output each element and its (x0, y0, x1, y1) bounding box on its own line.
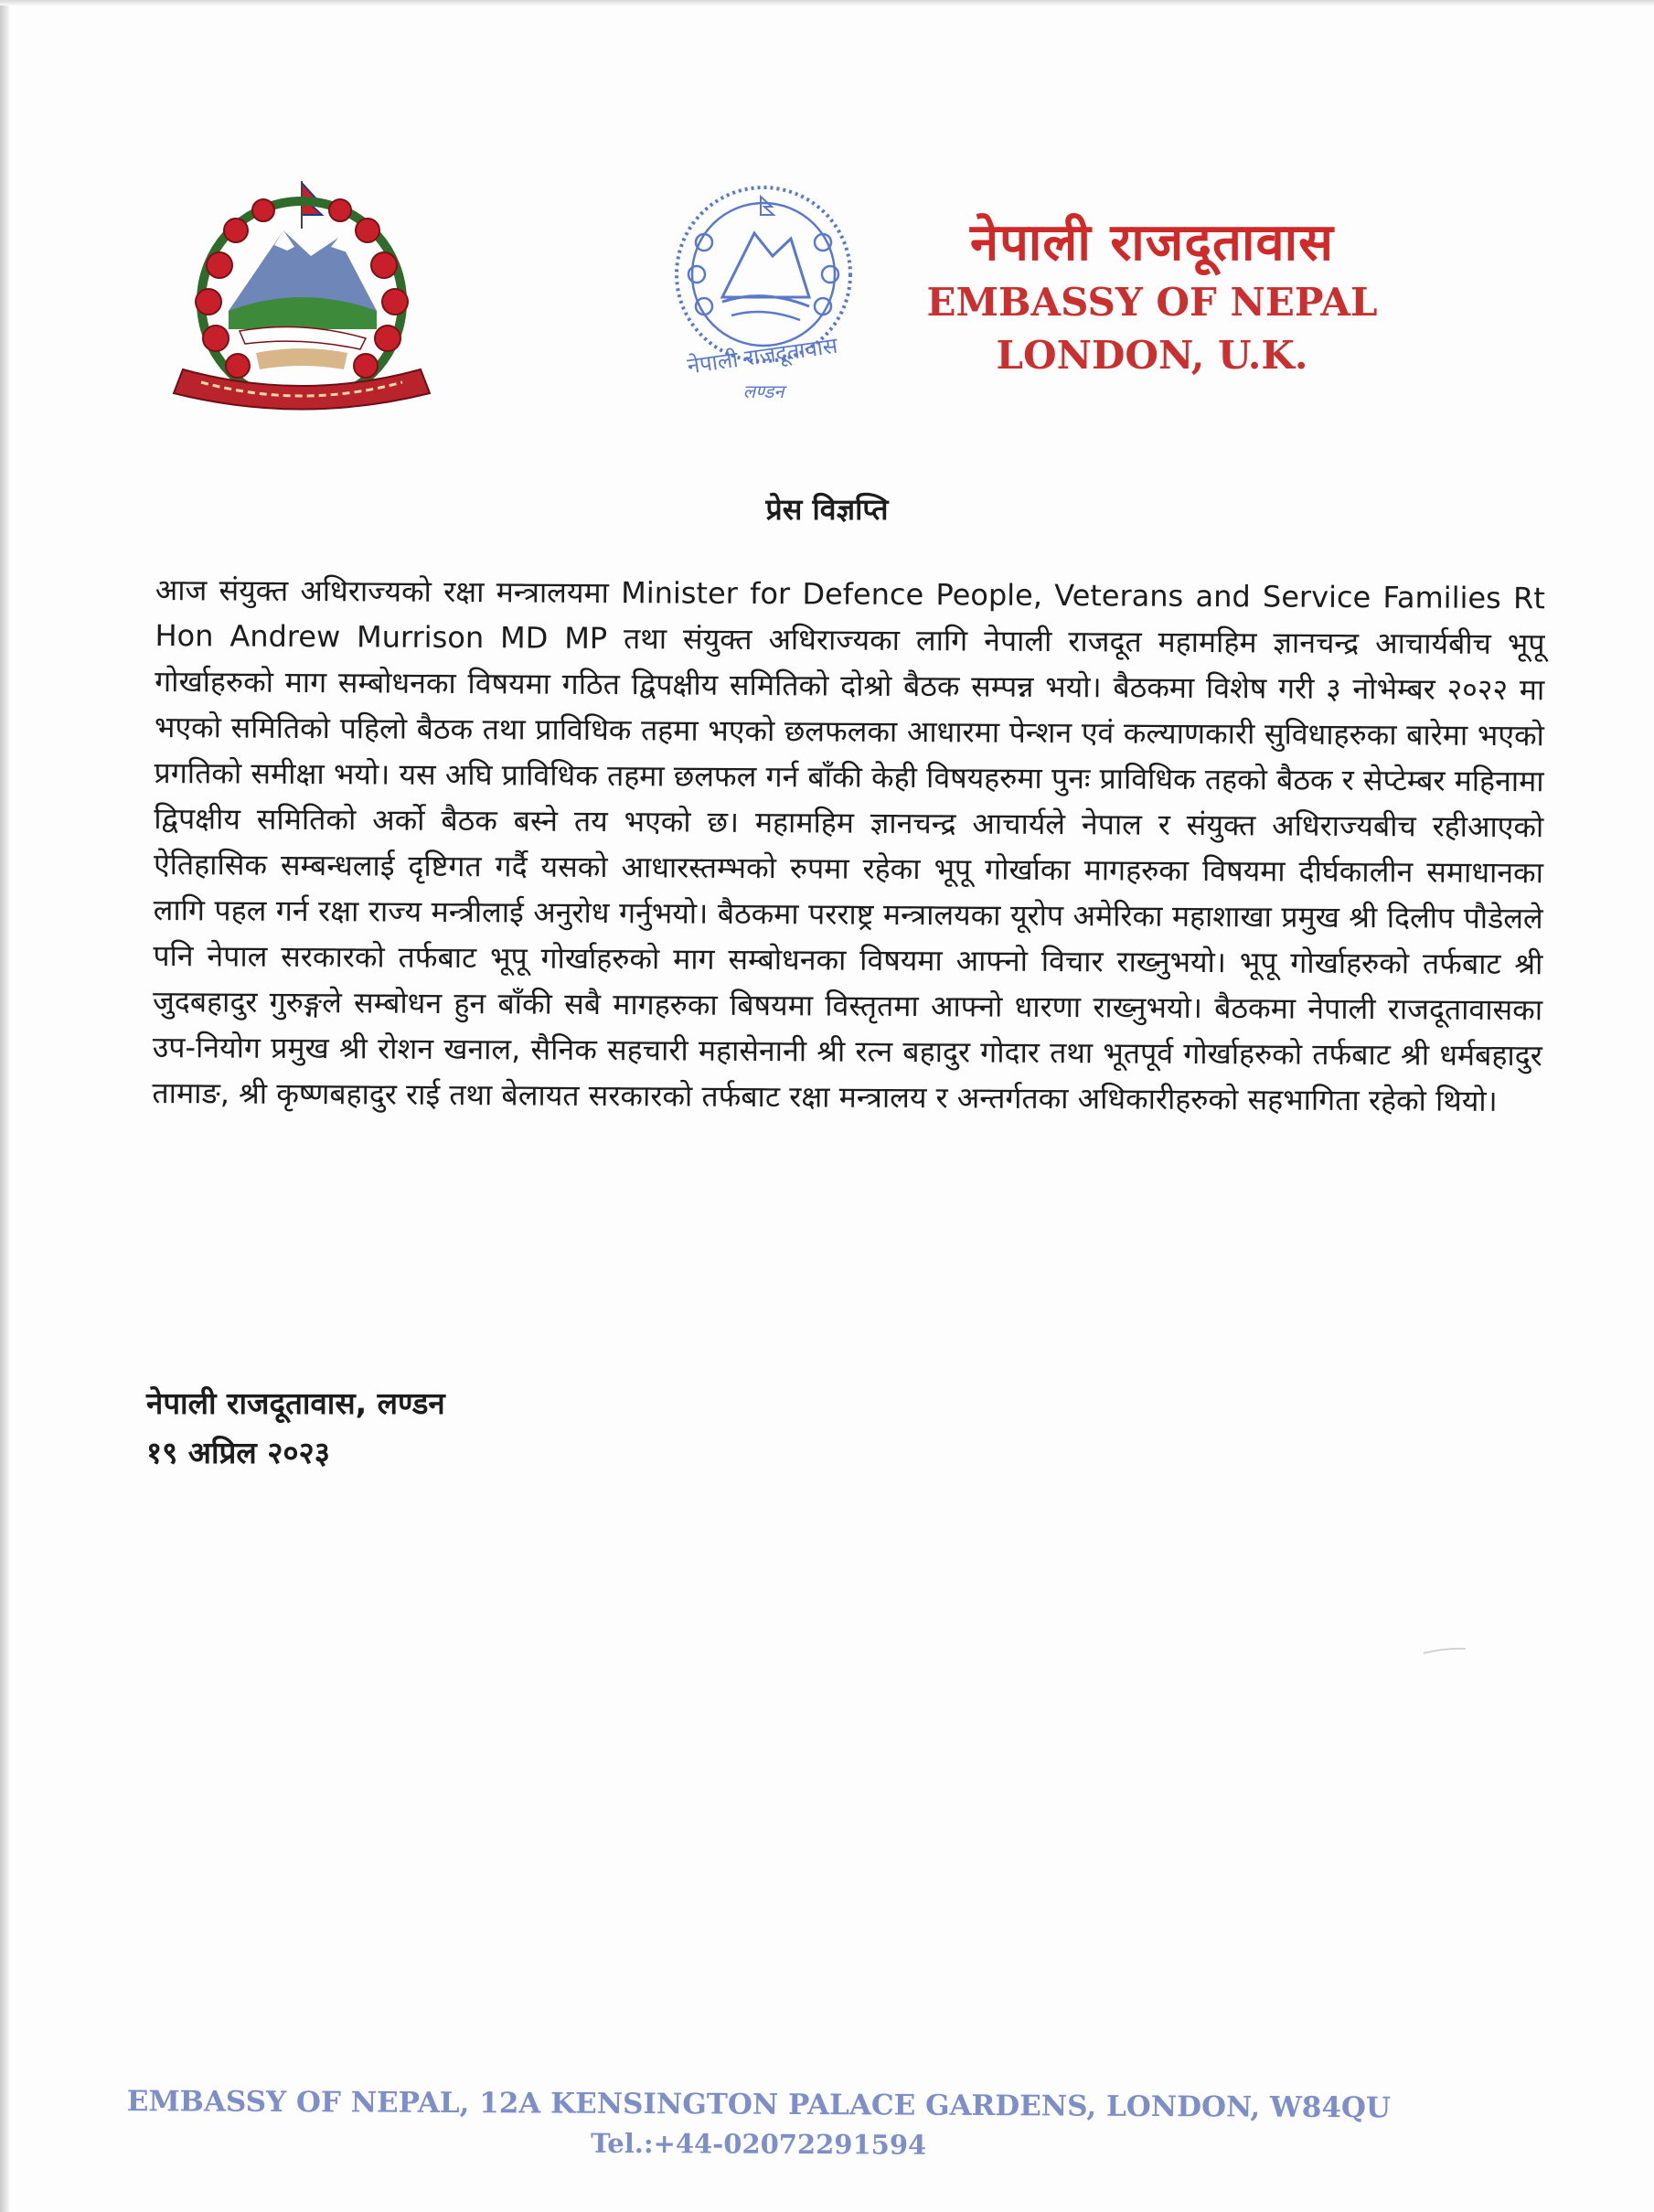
footer-address: EMBASSY OF NEPAL, 12A KENSINGTON PALACE GARDENS, LONDON, W84QU (126, 2085, 1392, 2125)
title-english-line2: LONDON, U.K. (996, 333, 1308, 378)
title-english-line1: EMBASSY OF NEPAL (926, 280, 1378, 325)
scan-edge-left (0, 0, 9, 2212)
scan-artifact-mark (1422, 1646, 1467, 1655)
footer (110, 2081, 1408, 2166)
scan-edge-top (0, 0, 1654, 5)
press-release-body: आज संयुक्त अधिराज्यको रक्षा मन्त्रालयमा Minister for Defence People, Veterans and Service Families Rt Hon Andrew Murrison MD MP तथा संयुक्त अधिराज्यका लागि नेपाली राजदूत महामहिम ज्ञानचन्द्र आचार्यबीच भूपू गोर्खाहरुको माग सम्बोधनका विषयमा गठित द्विपक्षीय समितिको दोश्रो बैठक सम्पन्न भयो। बैठकमा विशेष गरी ३ नोभेम्बर २०२२ मा भएको समितिको पहिलो बैठक तथा प्राविधिक तहमा भएको छलफलका आधारमा पेन्शन एवं कल्याणकारी सुविधाहरुका बारेमा भएको प्रगतिको समीक्षा भयो। यस अघि प्राविधिक तहमा छलफल गर्न बाँकी केही विषयहरुमा पुनः प्राविधिक तहको बैठक र सेप्टेम्बर महिनामा द्विपक्षीय समितिको अर्को बैठक बस्ने तय भएको छ। महामहिम ज्ञानचन्द्र आचार्यले नेपाल र संयुक्त अधिराज्यबीच रहीआएको ऐतिहासिक सम्बन्धलाई दृष्टिगत गर्दै यसको आधारस्तम्भको रुपमा रहेका भूपू गोर्खाका मागहरुका विषयमा दीर्घकालीन समाधानका लागि पहल गर्न रक्षा राज्य मन्त्रीलाई अनुरोध गर्नुभयो। बैठकमा परराष्ट्र मन्त्रालयका यूरोप अमेरिका महाशाखा प्रमुख श्री दिलीप पौडेलले पनि नेपाल सरकारको तर्फबाट भूपू गोर्खाहरुको माग सम्बोधनका विषयमा आफ्नो विचार राख्नुभयो। भूपू गोर्खाहरुको तर्फबाट श्री जुदबहादुर गुरुङ्गले सम्बोधन हुन बाँकी सबै मागहरुका बिषयमा विस्तृतमा आफ्नो धारणा राख्नुभयो। बैठकमा नेपाली राजदूतावासका उप-नियोग प्रमुख श्री रोशन खनाल, सैनिक सहचारी महासेनानी श्री रत्न बहादुर गोदार तथा भूतपूर्व गोर्खाहरुको तर्फबाट श्री धर्मबहादुर तामाङ, श्री कृष्णबहादुर राई तथा बेलायत सरकारको तर्फबाट रक्षा मन्त्रालय र अन्तर्गतका अधिकारीहरुको सहभागिता रहेको थियो। (152, 572, 1545, 1118)
seal-text: नेपाली राजदूतावास (685, 332, 839, 379)
letterhead-title (923, 210, 1381, 382)
press-release-title: प्रेस विज्ञप्ति (765, 492, 889, 527)
embassy-seal-stamp-icon (667, 178, 859, 416)
title-nepali: नेपाली राजदूतावास (970, 213, 1334, 272)
seal-subtext: लण्डन (742, 380, 784, 402)
signature-issuer: नेपाली राजदूतावास, लण्डन (146, 1385, 445, 1421)
signature-date: १९ अप्रिल २०२३ (146, 1435, 330, 1470)
signature-block (146, 1379, 445, 1478)
nepal-coat-of-arms-icon (165, 174, 439, 421)
footer-telephone: Tel.:+44-02072291594 (590, 2127, 927, 2161)
